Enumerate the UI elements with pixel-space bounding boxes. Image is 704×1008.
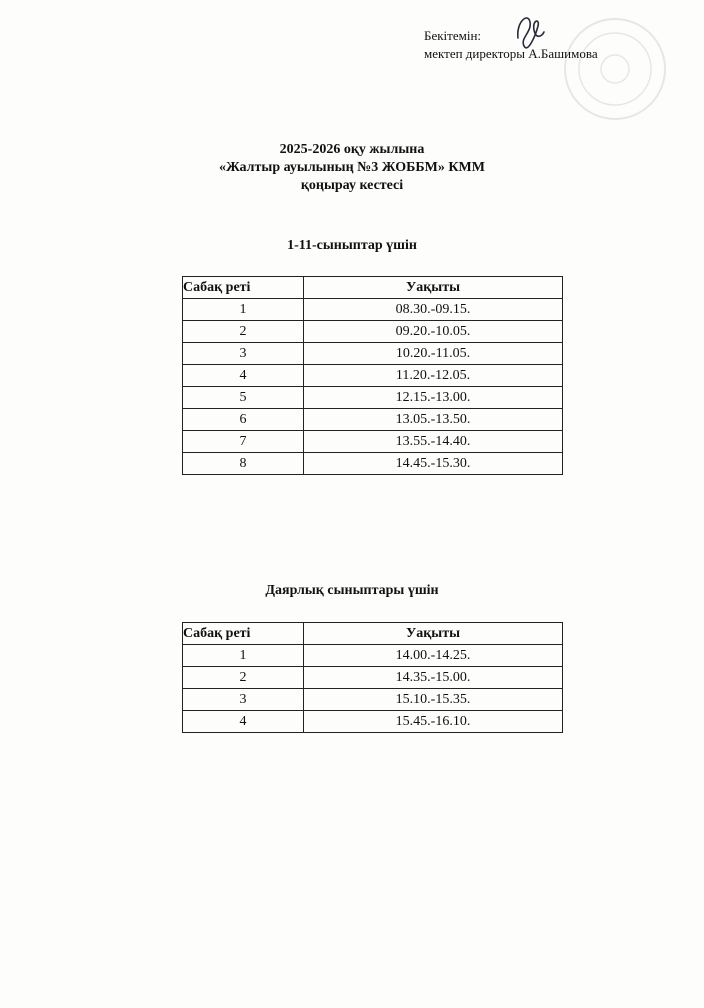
- column-header-order: Сабақ реті: [183, 277, 304, 299]
- table-row: [183, 387, 563, 409]
- section-heading-preparatory: Даярлық сыныптары үшін: [265, 583, 439, 598]
- lesson-order: 7: [183, 431, 304, 453]
- lesson-order: 2: [183, 667, 304, 689]
- lesson-time: 14.45.-15.30.: [304, 453, 563, 475]
- lesson-time: 11.20.-12.05.: [304, 365, 563, 387]
- title-year: 2025-2026 оқу жылына: [279, 142, 425, 157]
- table-row: [183, 667, 563, 689]
- lesson-time: 14.00.-14.25.: [304, 645, 563, 667]
- table-header-row: [183, 277, 563, 299]
- lesson-time: 10.20.-11.05.: [304, 343, 563, 365]
- table-row: [183, 321, 563, 343]
- lesson-order: 4: [183, 365, 304, 387]
- table-row: [183, 453, 563, 475]
- lesson-order: 3: [183, 689, 304, 711]
- lesson-order: 3: [183, 343, 304, 365]
- approval-label: Бекітемін:: [424, 28, 482, 43]
- lesson-order: 6: [183, 409, 304, 431]
- table-row: [183, 409, 563, 431]
- lesson-time: 13.55.-14.40.: [304, 431, 563, 453]
- table-row: [183, 343, 563, 365]
- document-title: [0, 141, 704, 195]
- lesson-order: 5: [183, 387, 304, 409]
- table-row: [183, 711, 563, 733]
- column-header-order: Сабақ реті: [183, 623, 304, 645]
- lesson-order: 4: [183, 711, 304, 733]
- column-header-time: Уақыты: [304, 623, 563, 645]
- lesson-order: 1: [183, 299, 304, 321]
- table-row: [183, 689, 563, 711]
- table-row: [183, 365, 563, 387]
- title-school: «Жалтыр ауылының №3 ЖОББМ» КММ: [219, 160, 485, 175]
- table-row: [183, 299, 563, 321]
- lesson-order: 2: [183, 321, 304, 343]
- table-row: [183, 645, 563, 667]
- bell-schedule-table-grades: [182, 276, 563, 475]
- lesson-time: 14.35.-15.00.: [304, 667, 563, 689]
- lesson-order: 8: [183, 453, 304, 475]
- lesson-time: 12.15.-13.00.: [304, 387, 563, 409]
- section-heading-grades: 1-11-сыныптар үшін: [287, 238, 417, 253]
- lesson-time: 13.05.-13.50.: [304, 409, 563, 431]
- lesson-time: 09.20.-10.05.: [304, 321, 563, 343]
- column-header-time: Уақыты: [304, 277, 563, 299]
- lesson-order: 1: [183, 645, 304, 667]
- bell-schedule-table-preparatory: [182, 622, 563, 733]
- approval-block: [424, 28, 598, 62]
- table-header-row: [183, 623, 563, 645]
- approval-director: мектеп директоры А.Башимова: [424, 46, 598, 61]
- table-row: [183, 431, 563, 453]
- lesson-time: 15.10.-15.35.: [304, 689, 563, 711]
- lesson-time: 08.30.-09.15.: [304, 299, 563, 321]
- title-subject: қоңырау кестесі: [300, 178, 404, 193]
- lesson-time: 15.45.-16.10.: [304, 711, 563, 733]
